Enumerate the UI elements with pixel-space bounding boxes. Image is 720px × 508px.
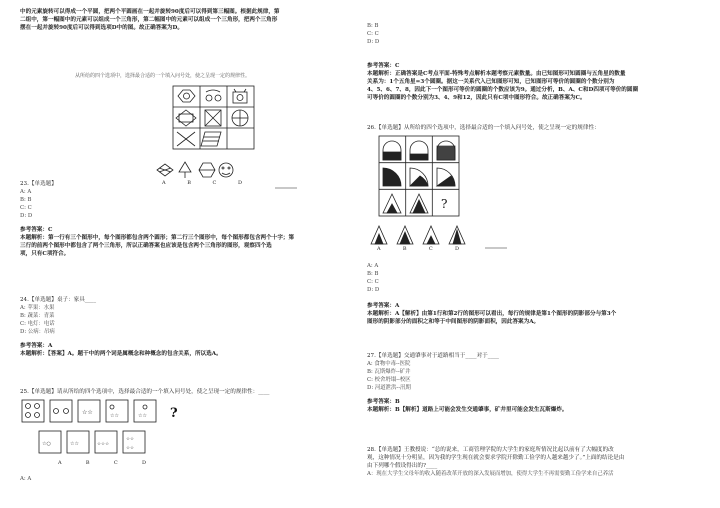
option-item[interactable]: C: 校舍坍塌--校区 <box>367 377 411 383</box>
top-options <box>367 22 707 46</box>
q26-body <box>367 124 707 326</box>
option-item[interactable]: A: 苹果：水果 <box>20 305 55 311</box>
option-item[interactable]: C: C <box>367 279 379 285</box>
option-item[interactable]: D: 公病：吊病 <box>20 329 55 335</box>
option-item[interactable]: C: C <box>20 205 32 211</box>
q23-prompt: 从所给的四个选项中，选择最合适的一个填入问号处，使之呈现一定的规律性。 <box>75 73 251 79</box>
q23-figure-svg <box>75 80 315 195</box>
option-label: B <box>187 180 191 186</box>
question-mark: ? <box>441 197 448 211</box>
option-label: B <box>402 246 407 252</box>
text-line: 中的元素旋转可以得成一个平圆，把两个平圆画在一起并旋转90度后可以得到第三幅图。根据此规律，第 <box>20 9 280 15</box>
q28-body <box>367 446 707 478</box>
analysis-line: 本题解析：第一行有三个图形中，每个图形都包含两个圆形；第二行三个图形中，每个图形都包含两个十字；第 <box>20 235 295 241</box>
svg-text:☆○: ☆○ <box>42 441 51 447</box>
option-item[interactable]: B: 瓦斯爆炸--矿井 <box>367 369 411 375</box>
option-label: D <box>141 460 146 466</box>
option-item[interactable]: C: 电灯：电话 <box>20 321 55 327</box>
option-item[interactable]: D: 河道泄洪--汛期 <box>367 385 411 391</box>
svg-text:☆☆: ☆☆ <box>110 413 119 419</box>
svg-text:☆☆: ☆☆ <box>70 441 79 447</box>
option-label: D <box>237 180 242 186</box>
q25-figure-svg <box>20 399 200 459</box>
answer-line: 参考答案：A <box>367 303 400 309</box>
option-item[interactable]: A: A <box>20 189 32 195</box>
hexagon-shape <box>178 90 195 102</box>
analysis-line: 本题解析：正确答案是C考点平面-特殊考点解析本题考察元素数量。由已知图形可知圆圈与五角星的数量 <box>367 71 626 77</box>
svg-text:☆☆: ☆☆ <box>126 437 135 442</box>
option-label: A <box>162 180 166 186</box>
svg-text:☆☆: ☆☆ <box>126 446 135 451</box>
option-item[interactable]: A: A <box>367 263 379 269</box>
option-item[interactable]: D: D <box>367 39 380 45</box>
question-mark: ? <box>170 406 178 421</box>
option-label: C <box>113 460 118 466</box>
q23-body <box>20 180 360 258</box>
option-item[interactable]: C: C <box>367 31 379 37</box>
q24-body <box>20 296 360 358</box>
question-head: 27.【单选题】交通肇事对于道路相当于____对于____ <box>367 353 499 359</box>
question-head: 26.【单选题】从所给的四个选项中，选择最合适的一个填入问号处，使之呈现一定的规律性： <box>367 125 600 131</box>
q25-option-labels <box>58 460 146 466</box>
option-item[interactable]: A: A <box>20 476 32 482</box>
svg-text:☆☆: ☆☆ <box>82 409 93 416</box>
answer-line: 参考答案：B <box>367 399 400 405</box>
option-label: D <box>454 246 459 252</box>
question-line: 28.【单选题】王教授说：“总的说来，工商管理学院的大学生的家庭所情况比起以前有了大幅度的改 <box>367 447 614 453</box>
option-item[interactable]: A：现在大学生父母年的收入随着改革开放的深入发展而增加，使得大学生不再需要勤工俭学来自己养活 <box>367 471 614 477</box>
q25-body <box>20 388 360 483</box>
option-label: C <box>428 246 433 252</box>
option-item[interactable]: D: D <box>367 287 380 293</box>
q26-figure-svg <box>367 134 527 256</box>
q23-figure <box>75 72 315 195</box>
q26-options <box>367 262 707 294</box>
svg-text:☆☆: ☆☆ <box>138 413 147 419</box>
answer-line: 参考答案：C <box>20 227 53 233</box>
question-line: 由下列哪个假设得出的?____ <box>367 463 438 469</box>
option-item[interactable]: B: B <box>20 197 32 203</box>
option-label: B <box>85 460 90 466</box>
analysis-line: 4、5、6、7、8，因此下一个图形可等价的圆圈的个数应该为9。通过分析，B、A、C和D四项可等价的圆圈 <box>367 87 639 93</box>
analysis-line: 本题解析：A【解析】由第1行和第2行的图形可以看出，每行的规律是第1个图形的阴影部分与第3个 <box>367 311 617 317</box>
option-label: A <box>377 246 381 252</box>
question-head: 24.【单选题】桌子：家具____ <box>20 297 97 303</box>
q26-option-labels <box>377 246 459 252</box>
option-a-shape <box>157 164 173 176</box>
answer-line: 参考答案：A <box>20 343 53 349</box>
prev-analysis <box>20 8 360 32</box>
option-label: A <box>58 460 62 466</box>
analysis-line: 可等价的圆圈的个数分别为3、4、9和12，因此只有C项中图形符合。故正确答案为C。 <box>367 95 586 101</box>
prev-answer-block <box>367 62 707 102</box>
question-head: 23.【单选题】 <box>20 181 57 187</box>
option-label: C <box>212 180 217 186</box>
analysis-line: 图形的阴影部分的面积之和等于中间图形的阴影面积，因此答案为A。 <box>367 319 540 325</box>
question-line: 观，这种情况十分明显，因为我的学生现在就会要求学院开除勤工俭学的人越来越少了。”上面的结论是由 <box>367 455 625 461</box>
analysis-line: 本题解析：【答案】A。题干中的两个词是属概念和种概念的包含关系，所以选A。 <box>20 351 222 357</box>
option-item[interactable]: D: D <box>20 213 33 219</box>
option-item[interactable]: B: B <box>367 271 379 277</box>
option-item[interactable]: B: 蔬菜：青菜 <box>20 313 55 319</box>
analysis-line: 本题解析：B【解析】道路上可能会发生交通肇事，矿井里可能会发生瓦斯爆炸。 <box>367 407 568 413</box>
option-item[interactable]: A: 食物中毒--医院 <box>367 361 411 367</box>
text-line: 二组中，第一幅图中的元素可以组成一个三角形，第二幅图中的元素可以组成一个三角形，把两个三角形 <box>20 17 278 23</box>
question-head: 25.【单选题】请从所给的四个选项中，选择最合适的一个填入问号处，使之呈现一定的规律性：____ <box>20 389 270 395</box>
analysis-line: 项，只有C项符合。 <box>20 251 70 257</box>
option-item[interactable]: B: B <box>367 23 379 29</box>
answer-line: 参考答案：C <box>367 63 400 69</box>
analysis-line: 关系为：1个五角星=3个圆圈。据这一关系代入已知图形可知，已知图形可等价的圆圈的个数分别为 <box>367 79 615 85</box>
svg-text:☆☆☆: ☆☆☆ <box>97 442 110 447</box>
text-line: 摆在一起并旋转90度后可以得到选项D中的图。故正确答案为D。 <box>20 25 183 31</box>
analysis-line: 三行的前两个图形中都包含了两个三角形，所以正确答案也应该是包含两个三角形的图形，观察四个选 <box>20 243 272 249</box>
q27-body <box>367 352 707 414</box>
